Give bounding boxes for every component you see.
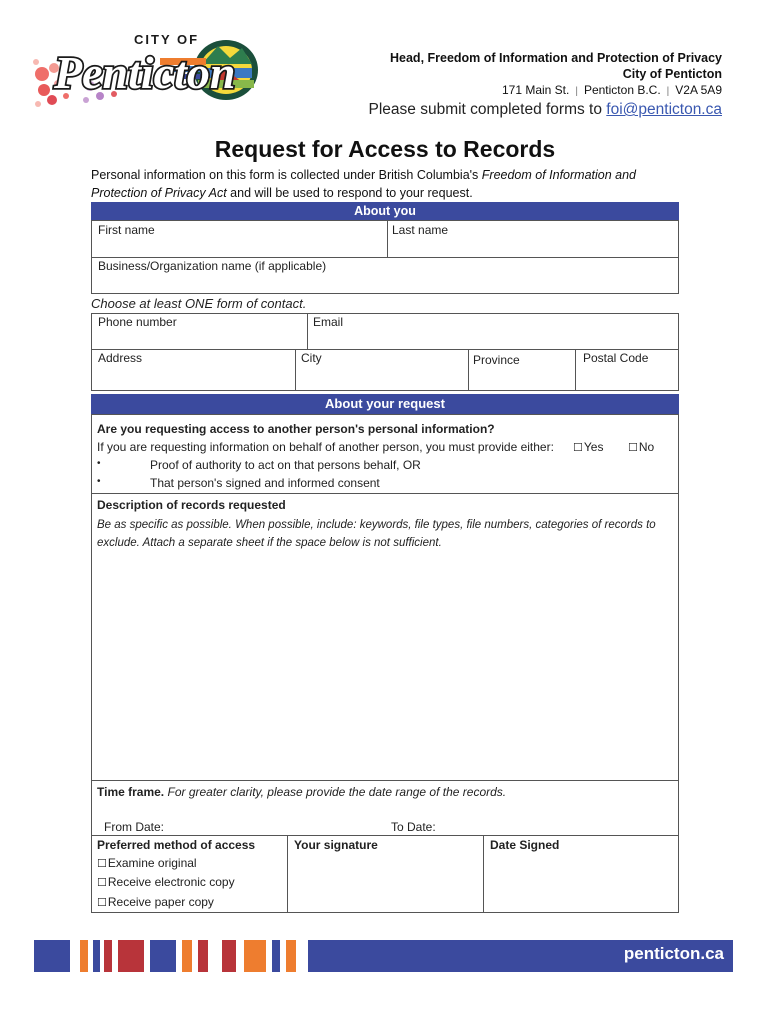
postal-code: V2A 5A9 [675,82,722,97]
footer-stripe [150,940,176,972]
to-date-field[interactable]: To Date: [391,820,436,834]
examine-original-checkbox[interactable]: ☐Examine original [97,856,197,870]
email-field[interactable] [307,313,679,350]
department-name: Head, Freedom of Information and Protection of Privacy [390,51,722,65]
postal-code-label: Postal Code [583,351,649,365]
footer-stripe [198,940,208,972]
logo-city-of-text: CITY OF [134,32,200,47]
submit-instruction: Please submit completed forms to foi@penticton.ca [368,101,722,119]
checkbox-icon: ☐ [97,857,107,870]
city-label: City [301,351,322,365]
description-help: Be as specific as possible. When possible, include: keywords, file types, file numbers, categories of records to exclude. Attach a separate sheet if the space below is not sufficient. [97,519,656,549]
checkbox-icon: ☐ [97,896,107,909]
footer-stripe [272,940,280,972]
yes-checkbox[interactable]: ☐Yes [573,440,604,454]
footer-stripe [80,940,88,972]
access-method-heading: Preferred method of access [97,838,256,852]
city-of-penticton-logo [30,24,262,114]
checkbox-icon: ☐ [573,441,583,454]
first-name-label: First name [98,223,155,237]
last-name-label: Last name [392,223,449,237]
paper-copy-checkbox[interactable]: ☐Receive paper copy [97,895,214,909]
date-signed-label: Date Signed [490,838,560,852]
about-you-heading: About you [91,202,679,220]
bullet-icon: • [97,458,101,469]
foi-email-link[interactable]: foi@penticton.ca [606,101,722,119]
electronic-copy-checkbox[interactable]: ☐Receive electronic copy [97,875,235,889]
contact-instruction: Choose at least ONE form of contact. [91,296,307,311]
footer-stripe [244,940,266,972]
province-label: Province [473,353,520,367]
department-header [369,50,722,120]
footer-stripe [182,940,192,972]
business-name-label: Business/Organization name (if applicable) [98,259,327,273]
address-label: Address [98,351,143,365]
description-heading: Description of records requested [97,498,286,512]
no-checkbox[interactable]: ☐No [628,440,655,454]
footer-stripe [93,940,100,972]
third-party-instruction: If you are requesting information on behalf of another person, you must provide either: [97,440,554,454]
bullet-icon: • [97,476,101,487]
footer-stripe [118,940,144,972]
checkbox-icon: ☐ [97,876,107,889]
city-name: City of Penticton [622,67,722,82]
phone-number-label: Phone number [98,315,177,329]
time-frame-instruction: Time frame. For greater clarity, please provide the date range of the records. [97,785,507,799]
footer-stripe [34,940,70,972]
bullet-proof-of-authority: Proof of authority to act on that persons behalf, OR [150,458,421,472]
email-label: Email [313,315,344,329]
form-title: Request for Access to Records [214,136,556,162]
footer-stripe [286,940,296,972]
footer-stripe [104,940,112,972]
from-date-field[interactable]: From Date: [104,820,165,834]
street-address: 171 Main St. [501,82,570,97]
footer-stripe [222,940,236,972]
city-province: Penticton B.C. [583,82,661,97]
third-party-question: Are you requesting access to another person's personal information? [97,422,495,436]
about-request-heading: About your request [91,394,679,414]
footer-website-link[interactable]: penticton.ca [623,944,724,963]
bullet-consent: That person's signed and informed consent [150,476,380,490]
collection-notice: Personal information on this form is collected under British Columbia's Freedom of Information and Protection of Privacy Act and will be used to respond to your request. [91,168,637,200]
address-line: 171 Main St. | Penticton B.C. | V2A 5A9 [501,82,722,97]
checkbox-icon: ☐ [628,441,638,454]
signature-label: Your signature [294,838,378,852]
logo-wordmark: Penticton [54,47,236,98]
